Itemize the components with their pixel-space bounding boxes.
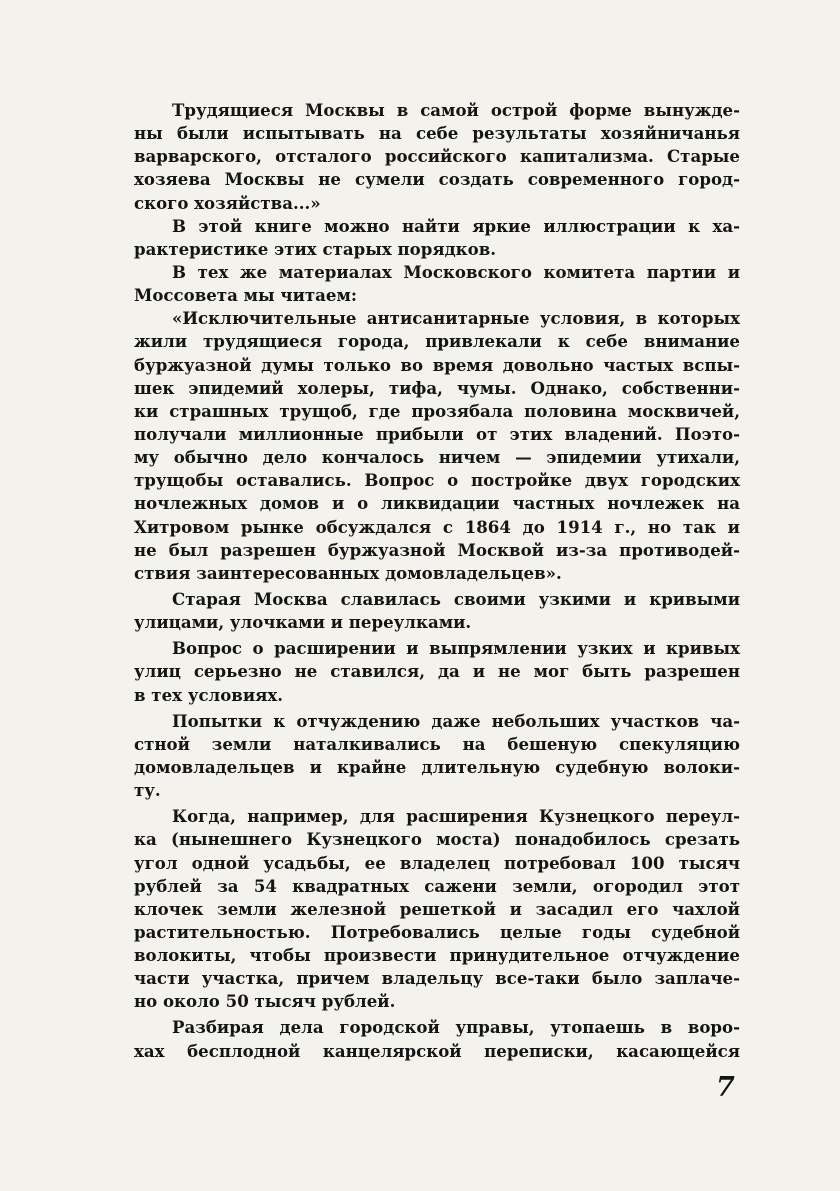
text-line: улиц серьезно не ставился, да и не мог быть разрешен (134, 661, 740, 682)
page-number: 7 (716, 1072, 735, 1103)
text-line: Попытки к отчуждению даже небольших участков ча- (172, 710, 740, 731)
text-line: В тех же материалах Московского комитета партии и (172, 261, 740, 282)
text-line: ны были испытывать на себе результаты хозяйничанья (134, 123, 740, 144)
text-line: ского хозяйства...» (134, 192, 321, 213)
text-line: Старая Москва славилась своими узкими и кривыми (172, 588, 740, 609)
text-line: Когда, например, для расширения Кузнецкого переул- (172, 806, 740, 827)
text-line: буржуазной думы только во время довольно частых вспы- (134, 354, 740, 375)
text-line: жили трудящиеся города, привлекали к себе внимание (134, 331, 740, 352)
text-line: но около 50 тысяч рублей. (134, 991, 396, 1012)
paragraph (134, 805, 740, 1013)
text-line: Разбирая дела городской управы, утопаешь в воро- (172, 1017, 740, 1038)
text-line: волокиты, чтобы произвести принудительное отчуждение (134, 945, 740, 966)
text-line: домовладельцев и крайне длительную судебную волоки- (134, 756, 740, 777)
text-line: рублей за 54 квадратных сажени земли, огородил этот (134, 875, 740, 896)
text-line: ту. (134, 780, 161, 801)
text-line: клочек земли железной решеткой и засадил его чахлой (134, 898, 740, 919)
text-line: улицами, улочками и переулками. (134, 612, 472, 633)
text-line: части участка, причем владельцу все-таки было заплаче- (134, 968, 740, 989)
text-line: угол одной усадьбы, ее владелец потребовал 100 тысяч (134, 852, 740, 873)
text-line: в тех условиях. (134, 684, 284, 705)
text-line: Хитровом рынке обсуждался с 1864 до 1914 г., но так и (134, 516, 740, 537)
text-line: Трудящиеся Москвы в самой острой форме вынужде- (172, 100, 740, 120)
text-line: шек эпидемий холеры, тифа, чумы. Однако, собственни- (134, 377, 740, 398)
text-line: «Исключительные антисанитарные условия, в которых (172, 308, 740, 329)
text-line: не был разрешен буржуазной Москвой из-за противодей- (134, 539, 740, 560)
paragraph (134, 1016, 740, 1062)
paragraph (134, 637, 740, 706)
text-line: хах бесплодной канцелярской переписки, касающейся (134, 1040, 740, 1061)
paragraph (134, 307, 740, 585)
text-line: хозяева Москвы не сумели создать современного город- (134, 169, 740, 190)
text-line: Моссовета мы читаем: (134, 285, 358, 306)
text-line: варварского, отсталого российского капитализма. Старые (134, 146, 740, 167)
text-line: получали миллионные прибыли от этих владений. Поэто- (134, 423, 740, 444)
text-line: му обычно дело кончалось ничем — эпидемии утихали, (134, 447, 740, 468)
paragraph (134, 261, 740, 307)
text-line: трущобы оставались. Вопрос о постройке двух городских (134, 470, 740, 491)
paragraph (134, 710, 740, 803)
body-text (134, 99, 740, 1063)
paragraph (134, 215, 740, 261)
paragraph (134, 99, 740, 215)
text-line: Вопрос о расширении и выпрямлении узких и кривых (172, 638, 740, 659)
text-line: ки страшных трущоб, где прозябала половина москвичей, (134, 400, 740, 421)
text-line: ночлежных домов и о ликвидации частных ночлежек на (134, 493, 740, 514)
text-line: В этой книге можно найти яркие иллюстрации к ха- (172, 215, 740, 236)
paragraph (134, 588, 740, 634)
text-line: стной земли наталкивались на бешеную спекуляцию (134, 733, 740, 754)
text-line: ка (нынешнего Кузнецкого моста) понадобилось срезать (134, 829, 740, 850)
text-line: растительностью. Потребовались целые годы судебной (134, 921, 740, 942)
text-line: ствия заинтересованных домовладельцев». (134, 562, 562, 583)
text-line: рактеристике этих старых порядков. (134, 238, 496, 259)
